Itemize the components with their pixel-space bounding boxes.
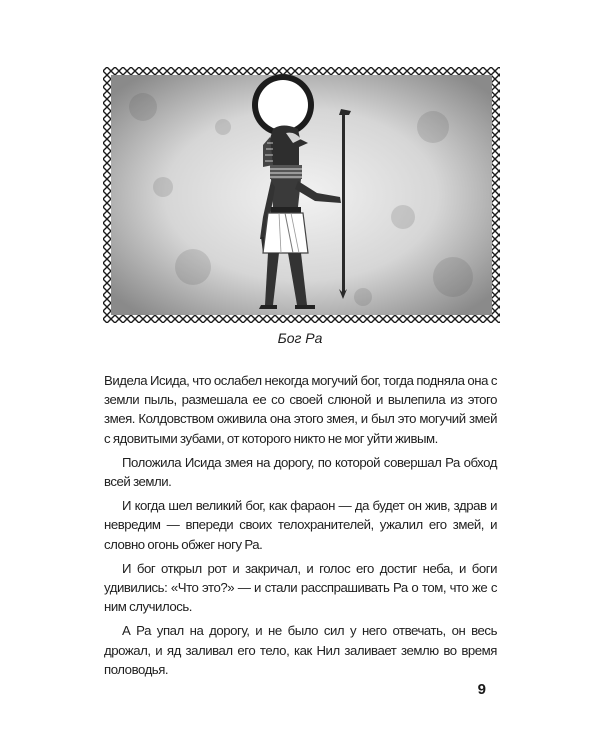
ra-illustration — [103, 67, 500, 323]
paragraph: Видела Исида, что ослабел некогда могучий бог, тогда подняла она с земли пыль, размешала ее со своей слюной и вылепила из этого змея. Колдовством оживила она этого змея, и был это могучий змей с ядовитыми зубами, от которого никто не мог уйти живым. — [104, 373, 497, 446]
paragraph: И когда шел великий бог, как фараон — да будет он жив, здрав и невредим — впереди своих телохранителей, ужалил его змей, и словно огонь обжег ногу Ра. — [104, 498, 497, 552]
kilt — [263, 213, 308, 253]
paragraph: И бог открыл рот и закричал, и голос его достиг неба, и боги удивились: «Что это?» — и стали расспрашивать Ра о том, что же с ним случилось. — [104, 560, 497, 615]
page-number: 9 — [477, 681, 486, 698]
illustration-caption: Бог Ра — [277, 330, 323, 346]
torso — [271, 179, 301, 207]
paragraph: А Ра упал на дорогу, и не было сил у него отвечать, он весь дрожал, и яд заливал его тело, как Нил заливает землю во время половодья. — [104, 623, 497, 677]
sun-disk-center — [258, 80, 308, 130]
body-text — [104, 371, 497, 684]
ra-deity-icon — [103, 67, 500, 323]
was-staff — [342, 115, 345, 293]
paragraph: Положила Исида змея на дорогу, по которой совершал Ра обход всей земли. — [104, 454, 497, 490]
